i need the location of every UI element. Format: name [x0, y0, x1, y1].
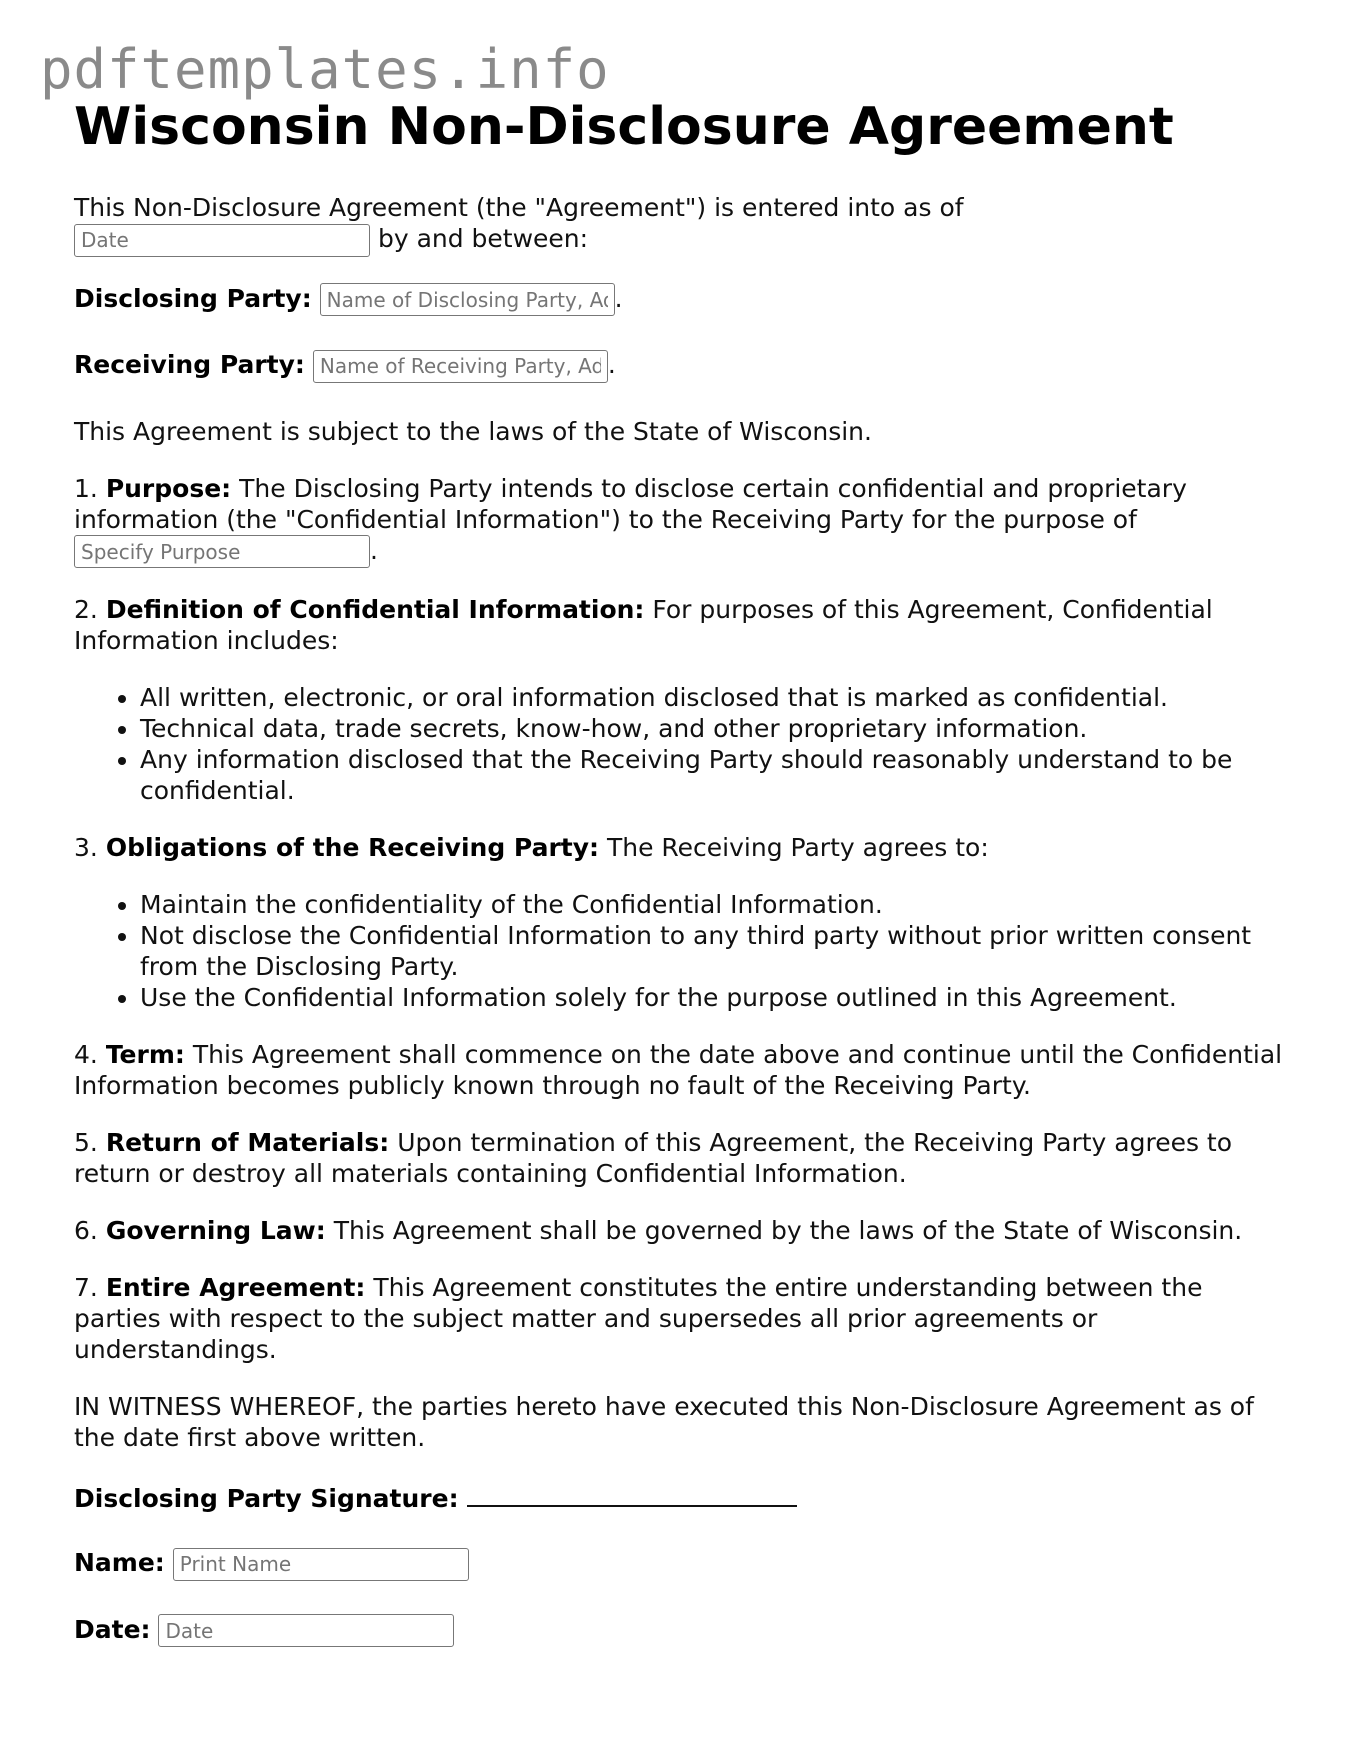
- section-text: For purposes of this Agreement, Confidential Information includes:: [74, 595, 1213, 655]
- section-heading: Definition of Confidential Information:: [105, 595, 645, 624]
- date-row: [74, 1614, 1284, 1648]
- receiving-party-suffix: .: [607, 350, 616, 379]
- law-statement: This Agreement is subject to the laws of the State of Wisconsin.: [74, 416, 872, 446]
- receiving-party-row: [74, 349, 1284, 383]
- section-heading: Entire Agreement:: [105, 1273, 366, 1302]
- section-entire-agreement: [74, 1272, 1284, 1365]
- section-heading: Return of Materials:: [105, 1128, 390, 1157]
- signature-label: Disclosing Party Signature:: [74, 1484, 459, 1513]
- section-number: 3.: [74, 833, 98, 862]
- receiving-party-label: Receiving Party:: [74, 350, 305, 379]
- section-return: [74, 1127, 1284, 1189]
- section-text: Upon termination of this Agreement, the Receiving Party agrees to return or destroy all materials containing Confidential Information.: [74, 1128, 1233, 1188]
- section-number: 5.: [74, 1128, 98, 1157]
- watermark-logo: pdftemplates.info: [40, 38, 610, 101]
- list-item: • All written, electronic, or oral information disclosed that is marked as confidential.: [140, 682, 1284, 713]
- receiving-party-input[interactable]: [313, 350, 608, 383]
- list-item: • Not disclose the Confidential Information to any third party without prior written consent from the Disclosing Party.: [140, 920, 1284, 982]
- witness-statement: IN WITNESS WHEREOF, the parties hereto have executed this Non-Disclosure Agreement as of the date first above written.: [74, 1392, 1254, 1452]
- section-definition: [74, 594, 1284, 656]
- signature-line[interactable]: [467, 1479, 797, 1507]
- section-number: 7.: [74, 1273, 98, 1302]
- document-page: [74, 96, 1284, 1673]
- disclosing-party-input[interactable]: [320, 283, 615, 316]
- section-text: This Agreement constitutes the entire understanding between the parties with respect to the subject matter and supersedes all prior agreements or understandings.: [74, 1273, 1203, 1364]
- section-number: 1.: [74, 473, 98, 503]
- page-title: Wisconsin Non-Disclosure Agreement: [74, 97, 1174, 157]
- disclosing-party-row: [74, 283, 1284, 317]
- agreement-date-input[interactable]: [74, 224, 370, 257]
- date-label: Date:: [74, 1614, 151, 1644]
- list-item: • Maintain the confidentiality of the Confidential Information.: [140, 889, 1284, 920]
- list-item: • Technical data, trade secrets, know-how, and other proprietary information.: [140, 713, 1284, 744]
- signature-date-input[interactable]: [158, 1614, 454, 1647]
- section-number: 4.: [74, 1040, 98, 1069]
- section-text: This Agreement shall be governed by the laws of the State of Wisconsin.: [333, 1216, 1243, 1245]
- purpose-suffix: .: [370, 535, 378, 565]
- section-number: 2.: [74, 595, 98, 624]
- print-name-input[interactable]: [173, 1548, 469, 1581]
- section-number: 6.: [74, 1216, 98, 1245]
- section-heading: Obligations of the Receiving Party:: [105, 833, 600, 862]
- obligations-list: [74, 889, 1284, 1013]
- disclosing-party-suffix: .: [614, 283, 623, 313]
- intro-paragraph: [74, 192, 1284, 257]
- list-item: • Any information disclosed that the Receiving Party should reasonably understand to be confidential.: [140, 744, 1284, 806]
- section-heading: Purpose:: [105, 473, 232, 503]
- section-text: The Receiving Party agrees to:: [606, 833, 989, 862]
- section-text: The Disclosing Party intends to disclose certain confidential and proprietary information (the "Confidential Information") to the Receiving Party for the purpose of: [74, 473, 1187, 534]
- name-row: [74, 1547, 1284, 1581]
- list-item: • Use the Confidential Information solely for the purpose outlined in this Agreement.: [140, 982, 1284, 1013]
- disclosing-party-label: Disclosing Party:: [74, 283, 312, 313]
- signature-row: [74, 1479, 1284, 1514]
- section-purpose: [74, 473, 1284, 569]
- purpose-input[interactable]: [74, 535, 370, 568]
- section-heading: Term:: [105, 1040, 185, 1069]
- section-heading: Governing Law:: [105, 1216, 326, 1245]
- name-label: Name:: [74, 1548, 165, 1577]
- definition-list: [74, 682, 1284, 806]
- section-obligations: [74, 832, 1284, 863]
- section-term: [74, 1039, 1284, 1101]
- intro-text: This Non-Disclosure Agreement (the "Agreement") is entered into as of: [74, 193, 964, 222]
- intro-text-after: by and between:: [377, 224, 589, 253]
- section-governing-law: [74, 1215, 1284, 1246]
- section-text: This Agreement shall commence on the date above and continue until the Confidential Information becomes publicly known through no fault of the Receiving Party.: [74, 1040, 1283, 1100]
